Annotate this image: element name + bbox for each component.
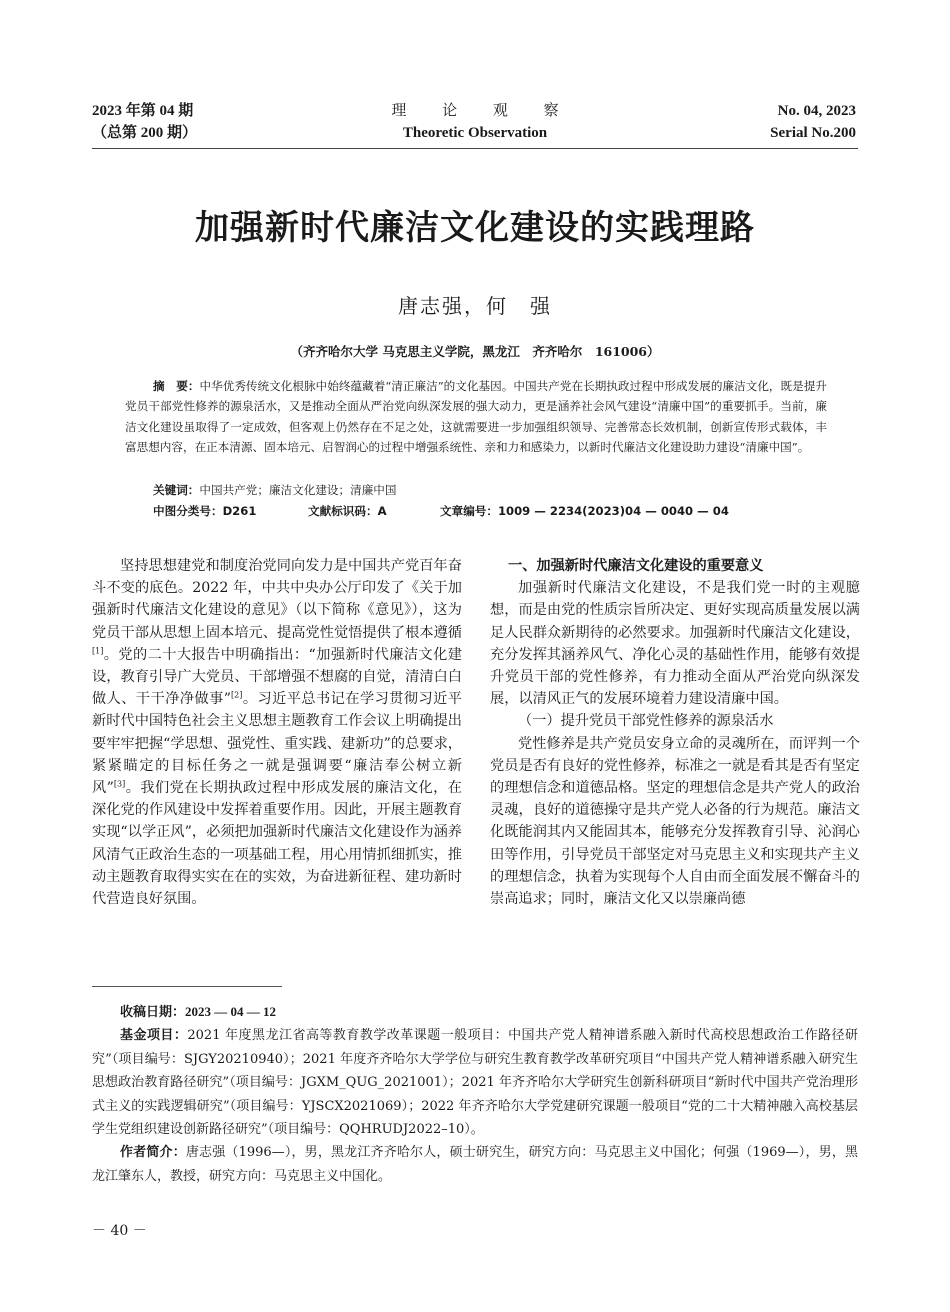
journal-name-cn: 理 论 观 察 (391, 103, 575, 119)
journal-name (330, 100, 620, 144)
serial-number-en: Serial No.200 (770, 125, 856, 141)
body-right-column (490, 555, 860, 910)
citation-2: [2] (231, 690, 243, 700)
header-divider (92, 148, 858, 149)
fund-info (92, 1024, 858, 1141)
author-bio-label: 作者简介： (120, 1145, 186, 1161)
clc-number: 中图分类号：D261 (153, 504, 257, 518)
intro-text-3: 。习近平总书记在学习贯彻习近平新时代中国特色社会主义思想主题教育工作会议上明确提出要牢牢把握“学思想、强党性、重实践、建新功”的总要求，紧紧瞄定的目标任务之一就是强调要“廉洁奉公树立新风” (92, 691, 462, 797)
issue-number-en: No. 04, 2023 (777, 103, 856, 119)
abstract (125, 376, 827, 457)
fund-label: 基金项目： (120, 1028, 188, 1044)
citation-1: [1] (92, 646, 104, 656)
journal-name-en: Theoretic Observation (402, 125, 548, 141)
author-bio-text: 唐志强（1996—），男，黑龙江齐齐哈尔人，硕士研究生，研究方向：马克思主义中国化；何强（1969—），男，黑龙江肇东人，教授，研究方向：马克思主义中国化。 (92, 1145, 858, 1184)
footnotes (92, 1000, 858, 1188)
abstract-label: 摘 要： (153, 379, 200, 393)
serial-number-cn: （总第 200 期） (92, 125, 198, 141)
received-value: 2023 — 04 — 12 (185, 1004, 277, 1019)
section-heading: 一、加强新时代廉洁文化建设的重要意义 (508, 558, 764, 574)
footnote-divider (92, 986, 282, 987)
intro-paragraph (92, 555, 462, 910)
intro-text-2: 。党的二十大报告中明确指出：“加强新时代廉洁文化建设，教育引导广大党员、干部增强不想腐的自觉，清清白白做人、干干净净做事” (92, 646, 462, 708)
citation-3: [3] (113, 779, 126, 789)
article-number: 文章编号：1009 — 2234(2023)04 — 0040 — 04 (440, 504, 729, 518)
keywords (153, 480, 397, 500)
document-code: 文献标识码：A (308, 504, 387, 518)
subsection-paragraph: 党性修养是共产党员安身立命的灵魂所在，而评判一个党员是否有良好的党性修养，标准之一就是看其是否有坚定的理想信念和道德品格。坚定的理想信念是共产党人的政治灵魂，良好的道德操守是共产党人必备的行为规范。廉洁文化既能润其内又能固其本，能够充分发挥教育引导、沁润心田等作用，引导党员干部坚定对马克思主义和实现共产主义的理想信念，执着为实现每个人自由而全面发展不懈奋斗的崇高追求；同时，廉洁文化又以崇廉尚德 (490, 735, 860, 908)
section-paragraph: 加强新时代廉洁文化建设，不是我们党一时的主观臆想，而是由党的性质宗旨所决定、更好实现高质量发展以满足人民群众新期待的必然要求。加强新时代廉洁文化建设，充分发挥其涵养风气、净化心灵的基础性作用，能够有效提升党员干部的党性修养，有力推动全面从严治党向纵深发展，以清风正气的发展环境着力建设清廉中国。 (490, 580, 860, 708)
keywords-text: 中国共产党；廉洁文化建设；清廉中国 (199, 483, 397, 497)
classification-line (153, 501, 833, 521)
intro-text-1: 坚持思想建党和制度治党同向发力是中国共产党百年奋斗不变的底色。2022 年，中共中央办公厅印发了《关于加强新时代廉洁文化建设的意见》（以下简称《意见》），这为党员干部从思想上固本培元、提高党性觉悟提供了根本遵循 (92, 558, 462, 641)
received-date (92, 1000, 858, 1024)
intro-text-4: 。我们党在长期执政过程中形成发展的廉洁文化，在深化党的作风建设中发挥着重要作用。因此，开展主题教育实现“以学正风”，必须把加强新时代廉洁文化建设作为涵养风清气正政治生态的一项基础工程，用心用情抓细抓实，推动主题教育取得实实在在的实效，为奋进新征程、建功新时代营造良好氛围。 (92, 780, 462, 908)
issue-info (92, 100, 197, 144)
author-affiliation: （齐齐哈尔大学 马克思主义学院，黑龙江 齐齐哈尔 161006） (290, 344, 660, 359)
article-authors: 唐志强，何 强 (398, 294, 552, 318)
issue-number: 2023 年第 04 期 (92, 103, 194, 119)
subsection-heading: （一）提升党员干部党性修养的源泉活水 (518, 713, 774, 730)
article-title: 加强新时代廉洁文化建设的实践理路 (195, 208, 755, 248)
issue-info-en (770, 100, 856, 144)
abstract-text: 中华优秀传统文化根脉中始终蕴藏着“清正廉洁”的文化基因。中国共产党在长期执政过程中形成发展的廉洁文化，既是提升党员干部党性修养的源泉活水，又是推动全面从严治党向纵深发展的强大动力，更是涵养社会风气建设“清廉中国”的重要抓手。当前，廉洁文化建设虽取得了一定成效，但客观上仍然存在不足之处，这就需要进一步加强组织领导、完善常态长效机制，创新宣传形式载体，丰富思想内容，在正本清源、固本培元、启智润心的过程中增强系统性、亲和力和感染力，以新时代廉洁文化建设助力建设“清廉中国”。 (125, 379, 827, 454)
author-bio (92, 1141, 858, 1188)
body-left-column (92, 555, 462, 910)
received-label: 收稿日期： (120, 1005, 186, 1020)
page-number: － 40 － (92, 1223, 147, 1239)
fund-text: 2021 年度黑龙江省高等教育教学改革课题一般项目：中国共产党人精神谱系融入新时代高校思想政治工作路径研究”（项目编号：SJGY20210940）；2021 年度齐齐哈尔大学学位与研究生教育教学改革研究项目“中国共产党人精神谱系融入研究生思想政治教育路径研究”（项目编号：JGXM_QUG_2021001）；2021 年齐齐哈尔大学研究生创新科研项目“新时代中国共产党治理形式主义的实践逻辑研究”（项目编号：YJSCX2021069）；2022 年齐齐哈尔大学党建研究课题一般项目“党的二十大精神融入高校基层学生党组织建设创新路径研究”（项目编号：QQHRUDJ2022–10）。 (92, 1028, 858, 1138)
keywords-label: 关键词： (153, 483, 200, 497)
